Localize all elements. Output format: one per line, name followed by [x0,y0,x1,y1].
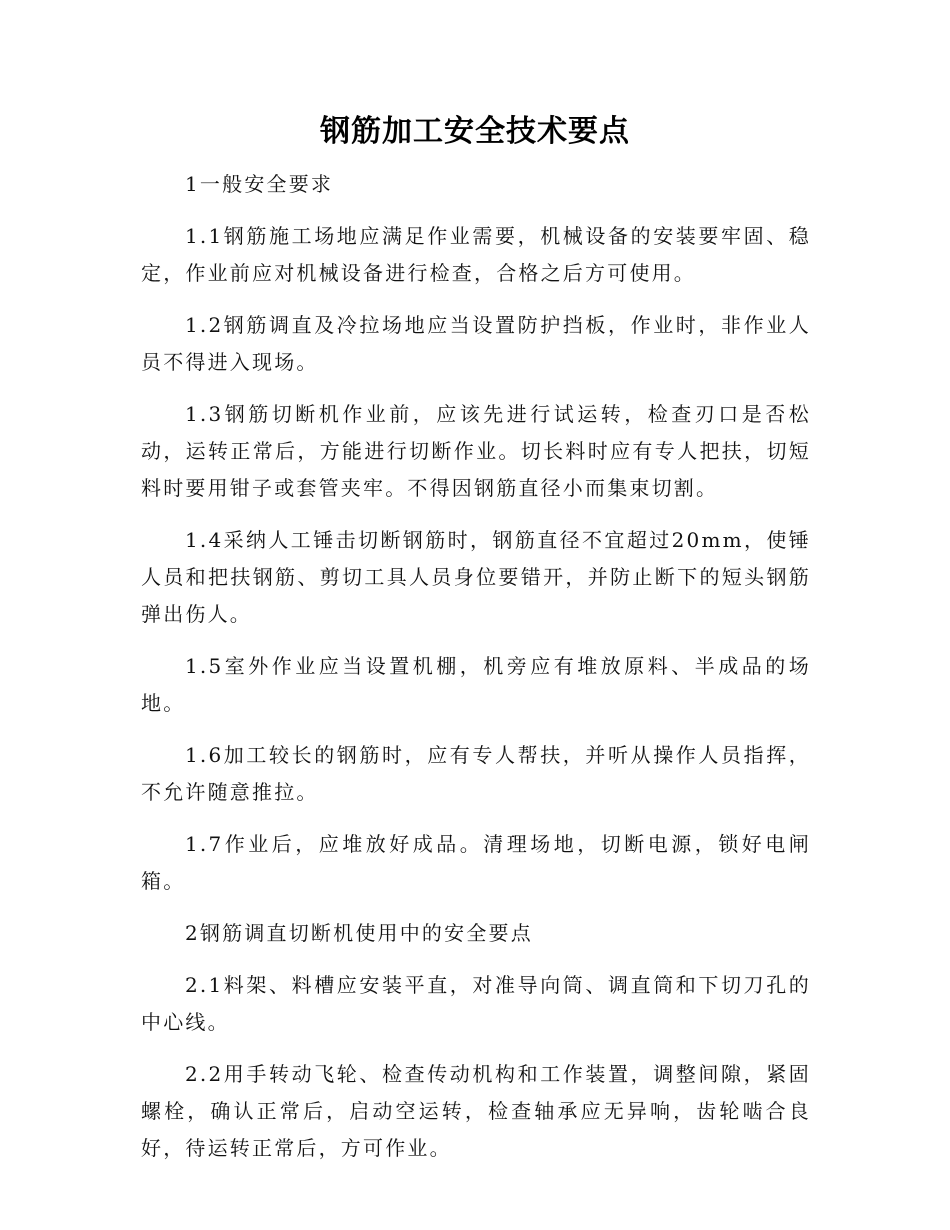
paragraph-1-1: 1.1钢筋施工场地应满足作业需要，机械设备的安装要牢固、稳定，作业前应对机械设备进行检查，合格之后方可使用。 [141,224,811,285]
document-body [141,166,811,1182]
paragraph-1-2: 1.2钢筋调直及冷拉场地应当设置防护挡板，作业时，非作业人员不得进入现场。 [141,313,811,374]
paragraph-2-1: 2.1料架、料槽应安装平直，对准导向筒、调直筒和下切刀孔的中心线。 [141,973,811,1034]
paragraph-1-7: 1.7作业后，应堆放好成品。清理场地，切断电源，锁好电闸箱。 [141,832,811,893]
heading-section-1: 1一般安全要求 [185,172,334,196]
paragraph-1-6: 1.6加工较长的钢筋时，应有专人帮扶，并听从操作人员指挥，不允许随意推拉。 [141,743,811,804]
paragraph-2-2: 2.2用手转动飞轮、检查传动机构和工作装置，调整间隙，紧固螺栓，确认正常后，启动空运转，检查轴承应无异响，齿轮啮合良好，待运转正常后，方可作业。 [141,1062,811,1160]
paragraph-1-4: 1.4采纳人工锤击切断钢筋时，钢筋直径不宜超过20mm，使锤人员和把扶钢筋、剪切工具人员身位要错开，并防止断下的短头钢筋弹出伤人。 [141,528,811,626]
paragraph-1-5: 1.5室外作业应当设置机棚，机旁应有堆放原料、半成品的场地。 [141,654,811,715]
paragraph-1-3: 1.3钢筋切断机作业前，应该先进行试运转，检查刃口是否松动，运转正常后，方能进行切断作业。切长料时应有专人把扶，切短料时要用钳子或套管夹牢。不得因钢筋直径小而集束切割。 [141,402,811,500]
document-title: 钢筋加工安全技术要点 [320,114,630,149]
heading-section-2: 2钢筋调直切断机使用中的安全要点 [185,921,533,945]
